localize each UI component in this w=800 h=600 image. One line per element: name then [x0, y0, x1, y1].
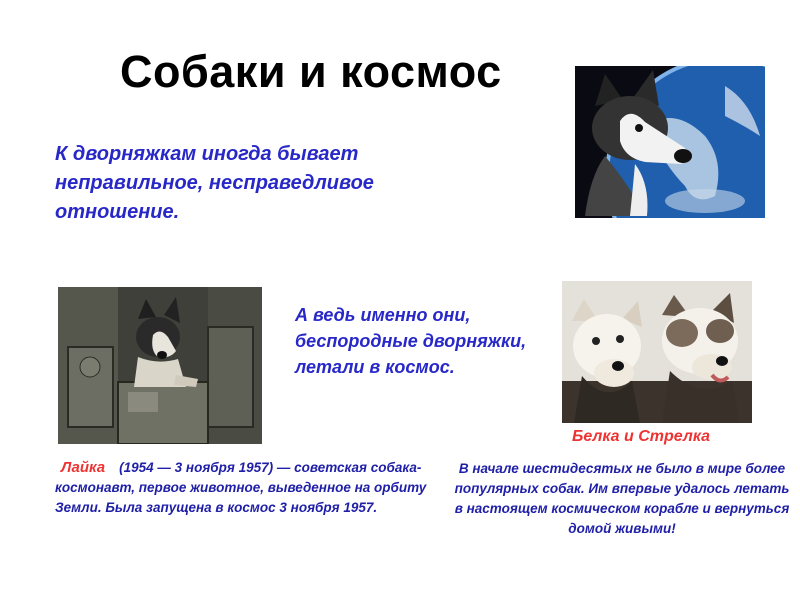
- belka-strelka-photo: [562, 281, 752, 423]
- laika-photo: [58, 287, 262, 444]
- laika-name: Лайка: [61, 459, 106, 476]
- belka-strelka-text: В начале шестидесятых не было в мире более популярных собак. Им впервые удалось летать в настоящем космическом корабле и вернуться домой живыми!: [454, 461, 790, 536]
- laika-description: советская собака-космонавт, первое животное, выведенное на орбиту Земли. Была запущена в космос 3 ноября 1957.: [55, 460, 427, 515]
- laika-dates: (1954 — 3 ноября 1957) —: [119, 460, 291, 475]
- space-dog-photo: [575, 66, 765, 218]
- intro-text: К дворняжкам иногда бывает неправильное, несправедливое отношение.: [55, 143, 374, 223]
- middle-text: А ведь именно они, беспородные дворняжки, летали в космос.: [295, 305, 527, 377]
- laika-paragraph: [55, 458, 435, 518]
- belka-strelka-caption: Белка и Стрелка: [572, 428, 711, 445]
- slide-title: Собаки и космос: [120, 46, 502, 97]
